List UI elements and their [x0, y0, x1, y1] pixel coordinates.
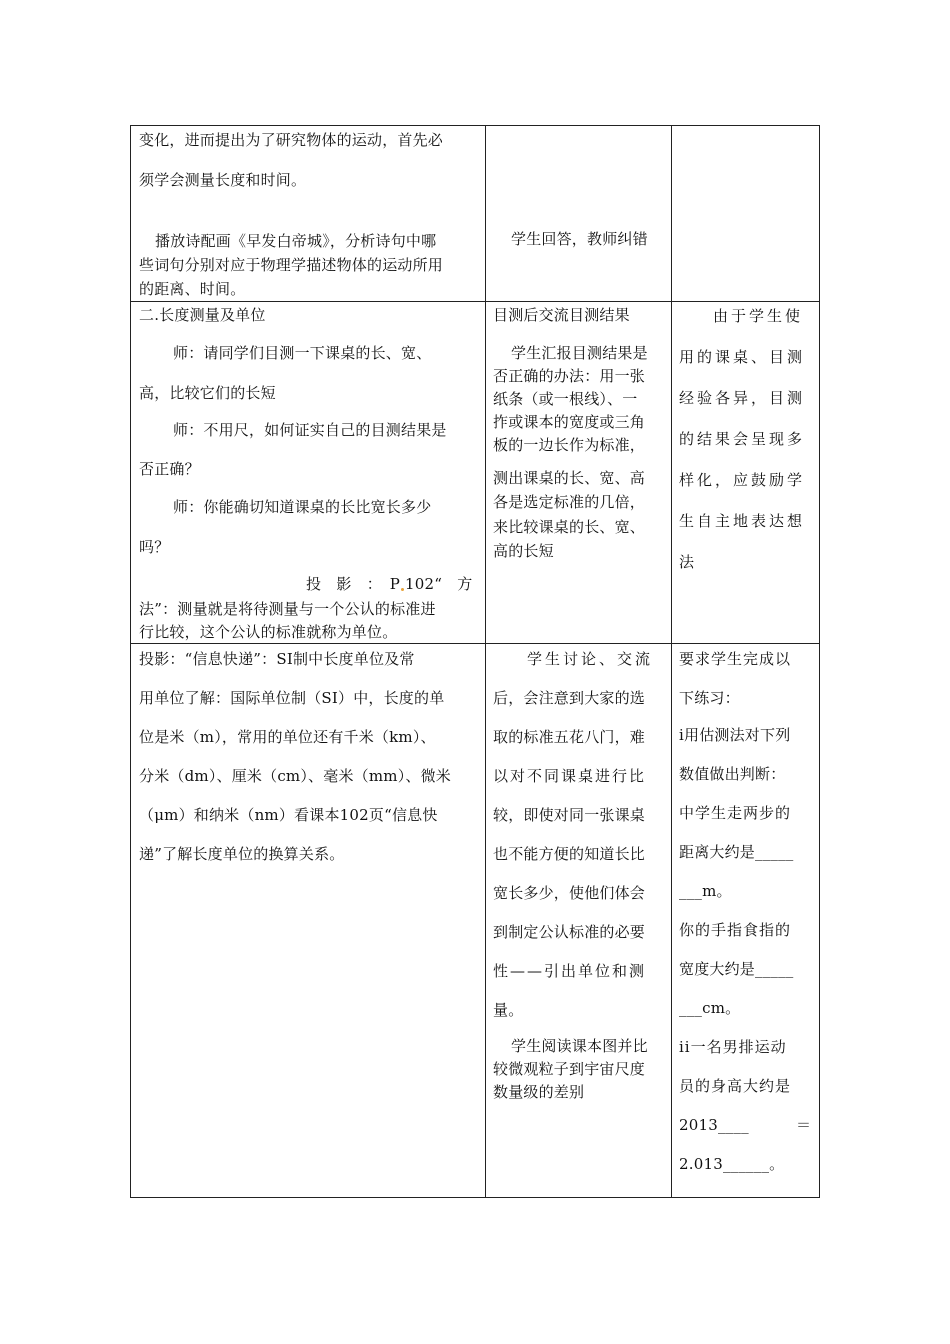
- text-line: 较，即使对同一张课桌: [493, 806, 646, 824]
- text-line: 较微观粒子到宇宙尺度: [493, 1060, 646, 1078]
- text-line: 数量级的差别: [493, 1083, 585, 1101]
- text-line: 师：请同学们目测一下课桌的长、宽、: [173, 344, 432, 362]
- text-line: 法”：测量就是将待测量与一个公认的标准进: [139, 600, 436, 618]
- text-line: 距离大约是_____: [679, 843, 794, 861]
- text-line: 吗？: [139, 538, 170, 556]
- text-line: 测出课桌的长、宽、高: [493, 469, 646, 487]
- text-line: 些词句分别对应于物理学描述物体的运动所用: [139, 256, 444, 274]
- text-line: i用估测法对下列: [679, 726, 791, 744]
- text-line: 下练习：: [679, 689, 740, 707]
- text-line: 你的手指食指的: [679, 921, 792, 939]
- text-line: 师：不用尺，如何证实自己的目测结果是: [173, 421, 447, 439]
- text-line: 经验各异，目测: [679, 389, 806, 407]
- text-line: 量。: [493, 1001, 524, 1019]
- text-line: 由于学生使: [713, 307, 804, 325]
- text-line: 中学生走两步的: [679, 804, 792, 822]
- text-line: 分米（dm）、厘米（cm）、毫米（mm）、微米: [139, 767, 451, 785]
- text-line: [306, 575, 473, 593]
- text-line: 板的一边长作为标准，: [493, 436, 646, 454]
- text-line: 2.013______。: [679, 1155, 785, 1173]
- text-line: 各是选定标准的几倍，: [493, 493, 646, 511]
- text-line: 高，比较它们的长短: [139, 384, 276, 402]
- text-line: 数值做出判断：: [679, 765, 786, 783]
- column-divider: [671, 126, 672, 1197]
- column-divider: [485, 126, 486, 1197]
- text-line: 后，会注意到大家的选: [493, 689, 646, 707]
- text-line: 须学会测量长度和时间。: [139, 171, 307, 189]
- text-line: 到制定公认标准的必要: [493, 923, 646, 941]
- text-line: 否正确？: [139, 460, 200, 478]
- text-fragment: 102“ 方: [405, 575, 473, 593]
- text-line: 纸条（或一根线）、一: [493, 390, 638, 408]
- text-line: 性——引出单位和测: [493, 962, 647, 980]
- text-line: ＝: [796, 1116, 812, 1134]
- text-line: 的距离、时间。: [139, 280, 246, 298]
- text-line: ii一名男排运动: [679, 1038, 787, 1056]
- text-line: 师：你能确切知道课桌的长比宽长多少: [173, 498, 432, 516]
- text-line: 学生回答，教师纠错: [511, 230, 648, 248]
- text-line: 播放诗配画《早发白帝城》，分析诗句中哪: [155, 232, 437, 250]
- text-line: 2013____: [679, 1116, 749, 1134]
- text-line: 取的标准五花八门，难: [493, 728, 646, 746]
- text-line: 拃或课本的宽度或三角: [493, 413, 646, 431]
- text-line: 学生汇报目测结果是: [511, 344, 648, 362]
- dot-mark: [401, 588, 404, 591]
- text-line: ___cm。: [679, 999, 741, 1017]
- text-line: 用单位了解：国际单位制（SI）中，长度的单: [139, 689, 445, 707]
- text-line: （μm）和纳米（nm）看课本102页“信息快: [139, 806, 438, 824]
- text-line: 否正确的办法：用一张: [493, 367, 646, 385]
- text-line: 递”了解长度单位的换算关系。: [139, 845, 345, 863]
- text-line: 变化，进而提出为了研究物体的运动，首先必: [139, 131, 444, 149]
- row-divider: [131, 301, 819, 302]
- text-line: 要求学生完成以: [679, 650, 792, 668]
- row-divider: [131, 643, 819, 644]
- text-line: 来比较课桌的长、宽、: [493, 518, 646, 536]
- text-line: 员的身高大约是: [679, 1077, 792, 1095]
- text-line: 的结果会呈现多: [679, 430, 806, 448]
- text-line: 用的课桌、目测: [679, 348, 806, 366]
- text-line: 生自主地表达想: [679, 512, 806, 530]
- text-line: 目测后交流目测结果: [493, 306, 630, 324]
- section-heading: 二.长度测量及单位: [139, 306, 266, 324]
- text-line: 行比较，这个公认的标准就称为单位。: [139, 623, 398, 641]
- text-line: 也不能方便的知道长比: [493, 845, 646, 863]
- text-line: 以对不同课桌进行比: [493, 767, 647, 785]
- text-line: 宽度大约是_____: [679, 960, 794, 978]
- text-line: 宽长多少，使他们体会: [493, 884, 646, 902]
- text-line: 法: [679, 553, 695, 571]
- text-line: ___m。: [679, 882, 732, 900]
- text-line: 高的长短: [493, 542, 554, 560]
- text-line: 投影：“信息快递”：SI制中长度单位及常: [139, 650, 415, 668]
- text-fragment: 投 影 ： P: [306, 575, 400, 593]
- text-line: 位是米（m），常用的单位还有千米（km）、: [139, 728, 436, 746]
- text-line: 样化，应鼓励学: [679, 471, 806, 489]
- text-line: 学生讨论、交流: [527, 650, 654, 668]
- text-line: 学生阅读课本图并比: [511, 1037, 648, 1055]
